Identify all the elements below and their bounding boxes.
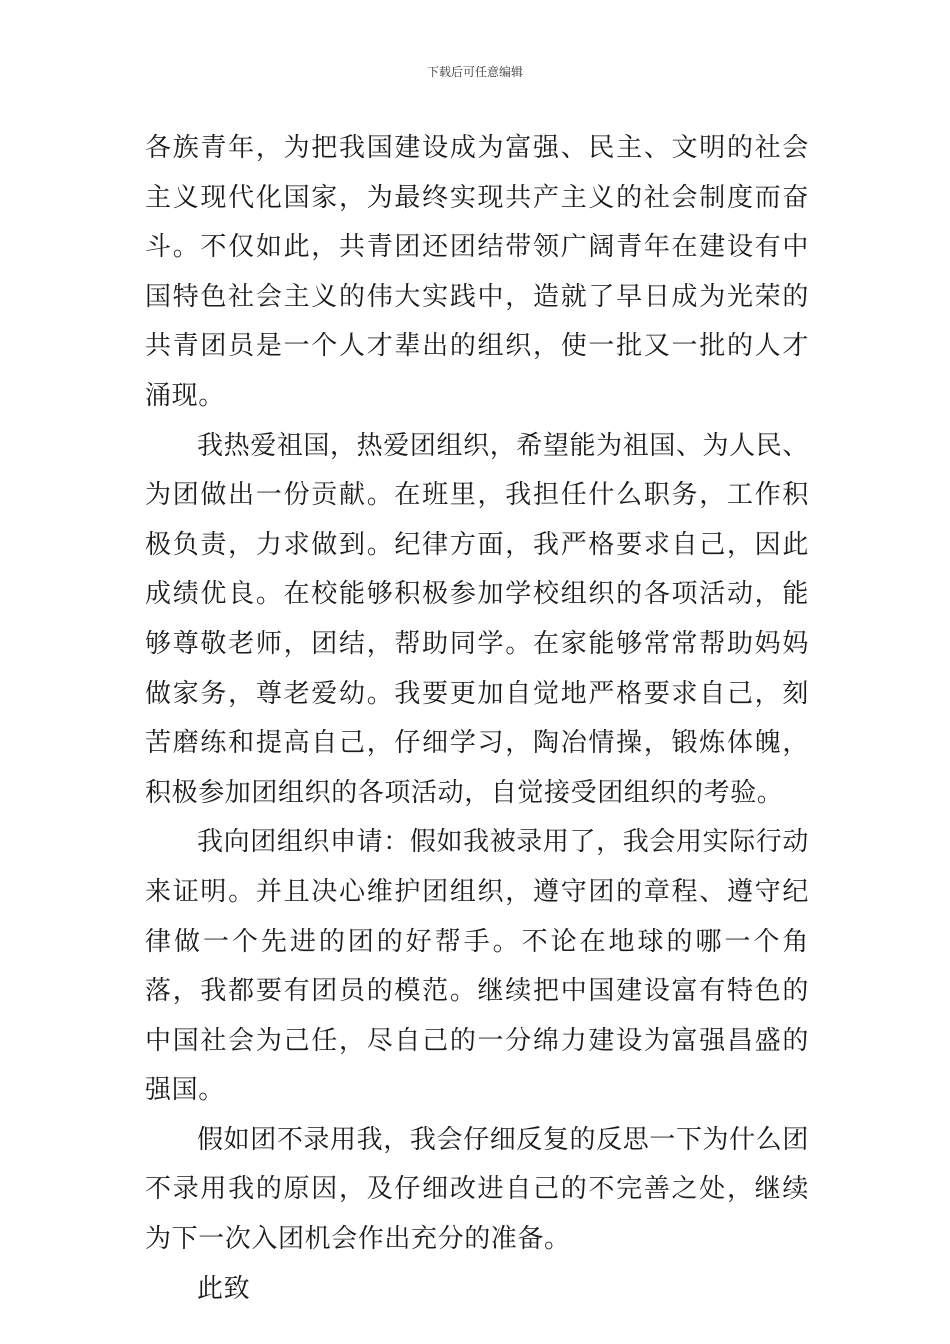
paragraph-application: 我向团组织申请：假如我被录用了，我会用实际行动来证明。并且决心维护团组织，遵守团的章程、遵守纪律做一个先进的团的好帮手。不论在地球的哪一个角落，我都要有团员的模范。继续把中国建设富有特色的中国社会为己任，尽自己的一分绵力建设为富强昌盛的强国。 [145, 827, 809, 1106]
page-header: 下载后可任意编辑 [426, 65, 523, 79]
paragraph-salutation: 此致 [197, 1273, 251, 1304]
paragraph-if-rejected: 假如团不录用我，我会仔细反复的反思一下为什么团不录用我的原因，及仔细改进自己的不完善之处，继续为下一次入团机会作出充分的准备。 [145, 1124, 809, 1255]
paragraph-continuation: 各族青年，为把我国建设成为富强、民主、文明的社会主义现代化国家，为最终实现共产主义的社会制度而奋斗。不仅如此，共青团还团结带领广阔青年在建设有中国特色社会主义的伟大实践中，造就了早日成为光荣的共青团员是一个人才辈出的组织，使一批又一批的人才涌现。 [145, 133, 809, 411]
paragraph-love-country: 我热爱祖国，热爱团组织，希望能为祖国、为人民、为团做出一份贡献。在班里，我担任什么职务，工作积极负责，力求做到。纪律方面，我严格要求自己，因此成绩优良。在校能够积极参加学校组织的各项活动，能够尊敬老师，团结，帮助同学。在家能够常常帮助妈妈做家务，尊老爱幼。我要更加自觉地严格要求自己，刻苦磨练和提高自己，仔细学习，陶冶情操，锻炼体魄，积极参加团组织的各项活动，自觉接受团组织的考验。 [145, 430, 809, 808]
document-body [145, 124, 809, 1314]
